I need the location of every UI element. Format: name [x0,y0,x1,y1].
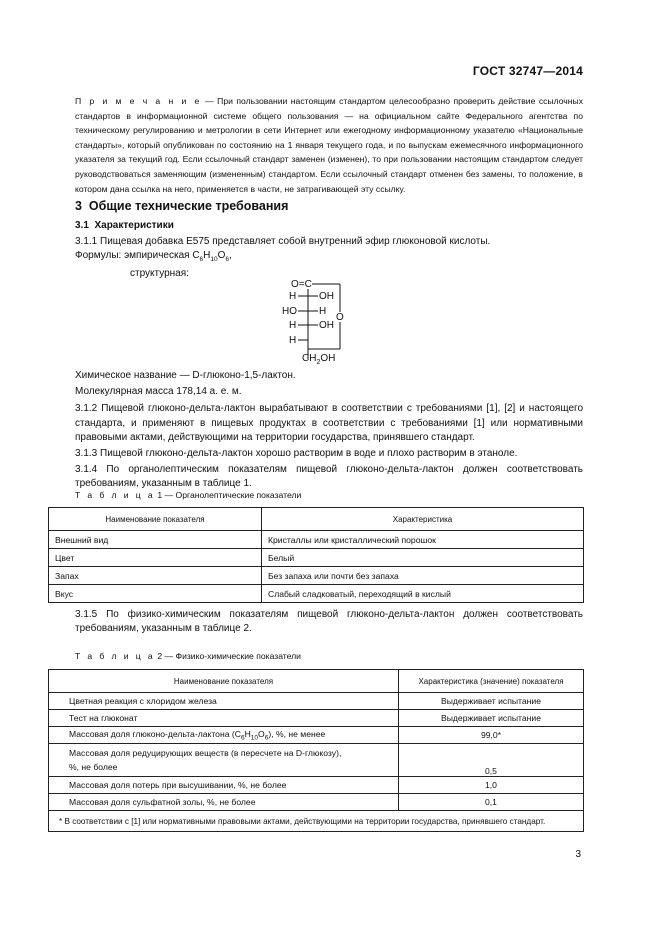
table-organoleptic [48,507,584,603]
table-row: Цвет Белый [49,549,584,567]
formula-r3-left: H [289,320,297,331]
formula-r1-left: H [289,291,297,302]
structural-label: структурная: [130,268,189,280]
section-title: Общие технические требования [88,199,289,213]
table-header-row [49,670,584,693]
table2-footnote: * В соответствии с [1] или нормативными правовыми актами, действующими на территории государства, принявшего стандарт. [49,811,584,832]
formula-r1-right: OH [319,291,334,302]
paragraph-3-1-5: 3.1.5 По физико-химическим показателям пищевой глюконо-дельта-лактон должен соответствовать требованиям, указанным в таблице 2. [75,609,583,635]
table-row: Вкус Слабый сладковатый, переходящий в кислый [49,585,584,603]
formula-r3-right: OH [319,320,334,331]
table-header-row [49,508,584,531]
formula-r2-left: HO [282,306,297,317]
chem-name: Химическое название — D-глюконо-1,5-лактон. [75,370,296,381]
table1-header-name: Наименование показателя [49,508,262,531]
table2-caption: Т а б л и ц а 2 — Физико-химические показатели [75,651,301,661]
paragraph-3-1-2: 3.1.2 Пищевой глюконо-дельта-лактон вырабатывают в соответствии с требованиями [1], [2] и настоящего стандарта, и применяют в пищевых продуктах в соответствии с требованиями [1] или нормативными правовыми актами, действующими на территории государства, принявшего стандарт. [75,403,583,443]
paragraph-3-1-3: 3.1.3 Пищевой глюконо-дельта-лактон хорошо растворим в воде и плохо растворим в этаноле. [75,448,518,460]
table1-header-char: Характеристика [262,508,584,531]
table-row: Тест на глюконат Выдерживает испытание [49,710,584,727]
paragraph-3-1-1-block [75,235,583,282]
mol-mass: Молекулярная масса 178,14 а. е. м. [75,386,242,398]
structural-formula [270,277,390,367]
subsection-title: Характеристики [94,220,174,231]
table-row: Массовая доля сульфатной золы, %, не более 0,1 [49,794,584,811]
formulas-line: Формулы: эмпирическая $C_6H_{10}O_6$, [75,250,232,264]
table-physicochemical [48,669,584,832]
table2-header-name: Наименование показателя [49,670,399,693]
section-heading [75,199,288,213]
formula-r2-right: H [319,306,327,317]
table-row: Запах Без запаха или почти без запаха [49,567,584,585]
formula-r4-left: H [289,335,297,346]
table-row: Массовая доля потерь при высушивании, %, не более 1,0 [49,777,584,794]
note-text: — При пользовании настоящим стандартом целесообразно проверить действие ссылочных стандартов в информационной системе общего пользования — на официальном сайте Федерального агентства по техническому регулированию и метрологии в сети Интернет или ежегодному информационному указателю «Национальные стандарты», который опубликован по состоянию на 1 января текущего года, и по выпускам ежемесячного информационного указателя за текущий год. Если ссылочный стандарт заменен (изменен), то при пользовании настоящим стандартом следует руководствоваться заменяющим (измененным) стандартом. Если ссылочный стандарт отменен без замены, то положение, в котором дана ссылка на него, применяется в части, не затрагивающей эту ссылку. [75,96,583,194]
subsection-heading [75,220,174,231]
table1-caption: Т а б л и ц а 1 — Органолептические показатели [75,490,302,500]
paragraph-3-1-1: 3.1.1 Пищевая добавка Е575 представляет собой внутренний эфир глюконовой кислоты. [75,236,491,247]
note-block [75,94,583,196]
formula-bottom: $CH_2OH$ [302,353,336,366]
formula-top: O=C [291,279,312,290]
subsection-number: 3.1 [75,220,89,231]
table2-header-char: Характеристика (значение) показателя [399,670,584,693]
page-number: 3 [575,849,581,860]
table-row: Массовая доля глюконо-дельта-лактона $(C_6H_{10}O_6)$, %, не менее 99,0* [49,727,584,744]
document-code: ГОСТ 32747—2014 [472,64,583,78]
table-row: Цветная реакция с хлоридом железа Выдерживает испытание [49,693,584,710]
paragraph-3-1-5-block [75,608,583,636]
table-footnote-row [49,811,584,832]
note-label: П р и м е ч а н и е [75,96,202,106]
table-row: Массовая доля редуцирующих веществ (в пересчете на D-глюкозу), %, не более 0,5 [49,744,584,777]
formula-ring-o: O [336,312,344,323]
body-block-2 [75,369,583,492]
table-row: Внешний вид Кристаллы или кристаллический порошок [49,531,584,549]
paragraph-3-1-4: 3.1.4 По органолептическим показателям пищевой глюконо-дельта-лактон должен соответствовать требованиям, указанным в таблице 1. [75,464,583,490]
section-number: 3 [75,199,82,213]
